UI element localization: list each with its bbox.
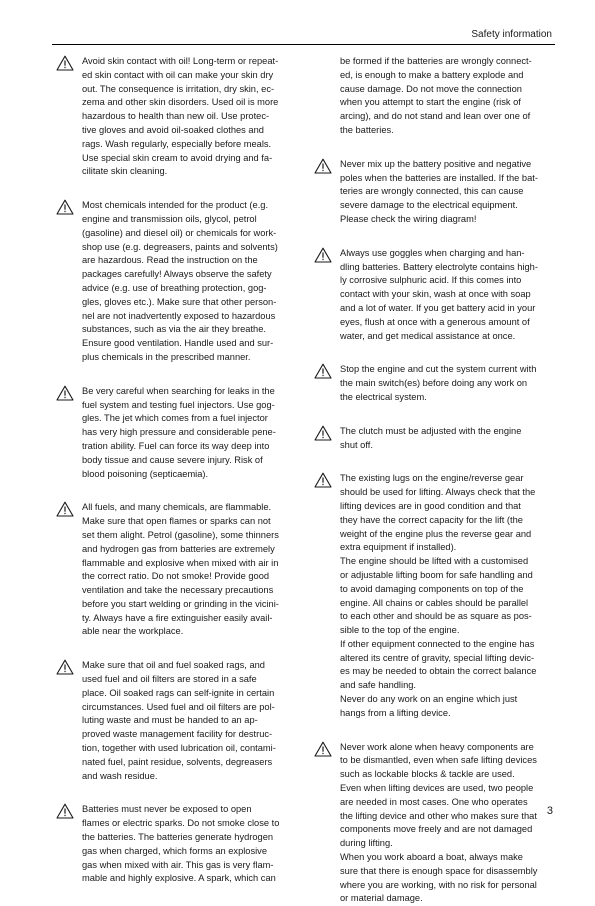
safety-item [314,158,560,227]
safety-item-text: Be very careful when searching for leaks in the fuel system and testing fuel injectors. Use gog- gles. The jet which comes from a fuel injector has very high pressure and considerable pene- tration ability. Fuel can force its way deep into body tissue and cause severe injury. Risk of blood poisoning (septicaemia). [82,385,276,479]
safety-item-text: All fuels, and many chemicals, are flammable. Make sure that open flames or sparks can not set them alight. Petrol (gasoline), some thinners and hydrogen gas from batteries are extremely flammable and explosive when mixed with air in the correct ratio. Do not smoke! Provide good ventilation and take the necessary precautions before you start welding or grinding in the vicini- ty. Always have a fire extinguisher easily avail- able near the workplace. [82,502,279,637]
warning-triangle-icon [56,501,74,517]
left-column [56,55,302,886]
warning-triangle-icon [56,659,74,675]
warning-triangle-icon [56,199,74,215]
safety-item [56,803,302,886]
safety-item-text: Never work alone when heavy components are to be dismantled, even when safe lifting devices such as lockable blocks & tackle are used. Even when lifting devices are used, two people are needed in most cases. One who operates the lifting device and other who makes sure that components move freely and are not damaged during lifting. When you work aboard a boat, always make sure that there is enough space for disassembly where you are working, with no risk for personal or material damage. [340,741,538,904]
warning-triangle-icon [314,741,332,757]
warning-triangle-icon [314,158,332,174]
safety-item [56,385,302,482]
header-title: Safety information [471,29,552,40]
safety-item-text: Batteries must never be exposed to open flames or electric sparks. Do not smoke close to the batteries. The batteries generate hydrogen gas when charged, which forms an explosive gas when mixed with air. This gas is very flam- mable and highly explosive. A spark, which can [82,804,280,884]
safety-item-text: be formed if the batteries are wrongly connect- ed, is enough to make a battery explode and cause damage. Do not move the connection when you attempt to start the engine (risk of arcing), and do not stand and lean over one of the batteries. [340,56,532,135]
header-rule [52,44,555,45]
safety-item [314,363,560,404]
warning-triangle-icon [314,425,332,441]
safety-item [314,425,560,453]
safety-item-text: Never mix up the battery positive and negative poles when the batteries are installed. If the bat- teries are wrongly connected, this can cause severe damage to the electrical equipment. Please check the wiring diagram! [340,158,538,224]
safety-item-text: Make sure that oil and fuel soaked rags, and used fuel and oil filters are stored in a safe place. Oil soaked rags can self-ignite in certain circumstances. Used fuel and oil filters are pol- luting waste and must be handed to an ap- proved waste management facility for destruc- tion, together with used lubrication oil, contami- nated fuel, paint residue, solvents, degreasers and wash residue. [82,660,276,781]
warning-triangle-icon [314,472,332,488]
safety-item [314,741,560,906]
safety-item [56,55,302,179]
warning-triangle-icon [56,55,74,71]
safety-item-text: Always use goggles when charging and han- dling batteries. Battery electrolyte contains high- ly corrosive sulphuric acid. If this comes into contact with your skin, wash at once with soap and a lot of water. If you get battery acid in your eyes, flush at once with a generous amount of water, and get medical assistance at once. [340,247,538,341]
safety-item-text: Most chemicals intended for the product (e.g. engine and transmission oils, glycol, petrol (gasoline) and diesel oil) or chemicals for work- shop use (e.g. degreasers, paints and solvents) are hazardous. Read the instruction on the packages carefully! Always observe the safety advice (e.g. use of breathing protection, gog- gles, gloves etc.). Make sure that other person- nel are not inadvertently exposed to hazardous substances, such as via the air they breathe. Ensure good ventilation. Handle used and sur- plus chemicals in the prescribed manner. [82,200,278,362]
safety-item-continued [314,55,560,138]
safety-item-text: The existing lugs on the engine/reverse gear should be used for lifting. Always check that the lifting devices are in good condition and that they have the correct capacity for the lift (the weight of the engine plus the reverse gear and extra equipment if installed). The engine should be lifted with a customised or adjustable lifting boom for safe handling and to avoid damaging components on top of the engine. All chains or cables should be parallel to each other and should be as square as pos- sible to the top of the engine. If other equipment connected to the engine has altered its centre of gravity, special lifting devic- es may be needed to obtain the correct balance and safe handling. Never do any work on an engine which just hangs from a lifting device. [340,473,537,718]
page-header [0,0,595,46]
warning-triangle-icon [314,363,332,379]
safety-item [56,199,302,365]
right-column [314,55,560,906]
safety-item [56,659,302,783]
safety-item [56,501,302,639]
safety-item-text: The clutch must be adjusted with the engine shut off. [340,425,522,450]
warning-triangle-icon [314,247,332,263]
safety-item-text: Stop the engine and cut the system current with the main switch(es) before doing any work on the electrical system. [340,364,537,402]
warning-triangle-icon [56,803,74,819]
page-number: 3 [546,805,553,817]
safety-item-text: Avoid skin contact with oil! Long-term or repeat- ed skin contact with oil can make your skin dry out. The consequence is irritation, dry skin, ec- zema and other skin disorders. Used oil is more hazardous to health than new oil. Use protec- tive gloves and avoid oil-soaked clothes and rags. Wash regularly, especially before meals. Use special skin cream to avoid drying and fa- cilitate skin cleaning. [82,56,279,177]
warning-triangle-icon [56,385,74,401]
safety-item [314,472,560,720]
safety-item [314,247,560,344]
